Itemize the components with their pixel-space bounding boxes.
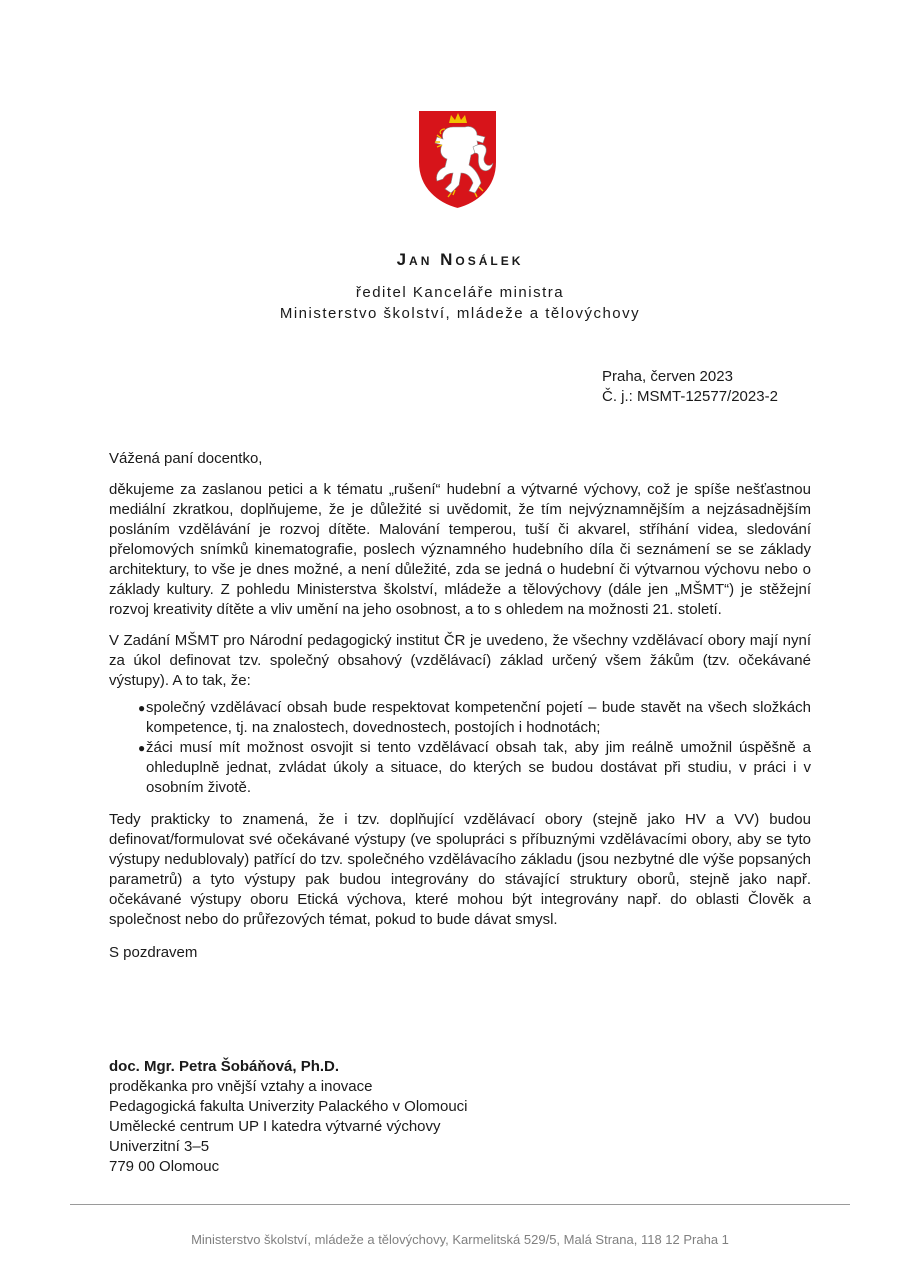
place-date: Praha, červen 2023	[602, 368, 733, 385]
recipient-line: Univerzitní 3–5	[109, 1138, 210, 1155]
recipient-line: Pedagogická fakulta Univerzity Palackého v Olomouci	[109, 1098, 468, 1115]
sender-position: ředitel Kanceláře ministra	[355, 284, 565, 301]
sender-name: Jan Nosálek	[396, 250, 524, 269]
closing: S pozdravem	[109, 944, 198, 961]
paragraph-1: děkujeme za zaslanou petici a k tématu „rušení“ hudební a výtvarné výchovy, což je spíše nešťastnou mediální zkratkou, doplňujeme, že je důležité si uvědomit, že tím nejvýznamnějším a nejzásadnějším posláním vzdělávání je rozvoj dítěte. Malování temperou, tuší či akvarel, stříhání videa, sledování přelomových snímků kinematografie, poslech významného hudebního díla či seznámení se se základy architektury, to vše je dnes možné, a není důležité, zda se jedná o hudební či výtvarnou výchovu nebo o základy kultury. Z pohledu Ministerstva školství, mládeže a tělovýchovy (dále jen „MŠMT“) je stěžejní rozvoj kreativity dítěte a vliv umění na jeho osobnost, a to s ohledem na možnosti 21. století.	[109, 481, 811, 618]
paragraph-2: V Zadání MŠMT pro Národní pedagogický institut ČR je uvedeno, že všechny vzdělávací obory mají nyní za úkol definovat tzv. společný obsahový (vzdělávací) základ určený všem žákům (tzv. očekávané výstupy). A to tak, že:	[109, 632, 811, 689]
czech-lion-coat-of-arms-icon	[415, 107, 500, 211]
footer-divider	[70, 1204, 850, 1205]
list-item	[109, 698, 811, 738]
recipient-line: 779 00 Olomouc	[109, 1158, 220, 1175]
recipient-name: doc. Mgr. Petra Šobáňová, Ph.D.	[109, 1058, 340, 1075]
recipient-line: proděkanka pro vnější vztahy a inovace	[109, 1078, 373, 1095]
bullet-list	[109, 698, 811, 798]
list-item-text: žáci musí mít možnost osvojit si tento vzdělávací obsah tak, aby jim reálně umožnil úspěšně a ohleduplně jednat, zvládat úkoly a situace, do kterých se budou dostávat při studiu, v práci i v osobním životě.	[146, 739, 811, 796]
reference-number: Č. j.: MSMT-12577/2023-2	[602, 388, 778, 405]
footer-address: Ministerstvo školství, mládeže a tělovýchovy, Karmelitská 529/5, Malá Strana, 118 12 Praha 1	[191, 1232, 729, 1247]
list-item	[109, 738, 811, 798]
list-item-text: společný vzdělávací obsah bude respektovat kompetenční pojetí – bude stavět na všech složkách kompetence, tj. na znalostech, dovednostech, postojích i hodnotách;	[146, 699, 811, 736]
salutation: Vážená paní docentko,	[109, 450, 263, 467]
recipient-line: Umělecké centrum UP I katedra výtvarné výchovy	[109, 1118, 441, 1135]
paragraph-3: Tedy prakticky to znamená, že i tzv. doplňující vzdělávací obory (stejně jako HV a VV) budou definovat/formulovat své očekávané výstupy (ve spolupráci s příbuznými vzdělávacími obory, aby se tyto výstupy nedublovaly) patřící do tzv. společného vzdělávacího základu (jsou nezbytné dle výše popsaných parametrů) a tyto výstupy pak budou integrovány do stávající struktury oborů, stejně jako např. očekávané výstupy oboru Etická výchova, které mohou být integrovány např. do oblasti Člověk a společnost nebo do průřezových témat, pokud to bude dávat smysl.	[109, 811, 811, 928]
bullet-icon: ●	[138, 741, 146, 755]
sender-organization: Ministerstvo školství, mládeže a tělovýchovy	[279, 305, 641, 322]
bullet-icon: ●	[138, 701, 146, 715]
